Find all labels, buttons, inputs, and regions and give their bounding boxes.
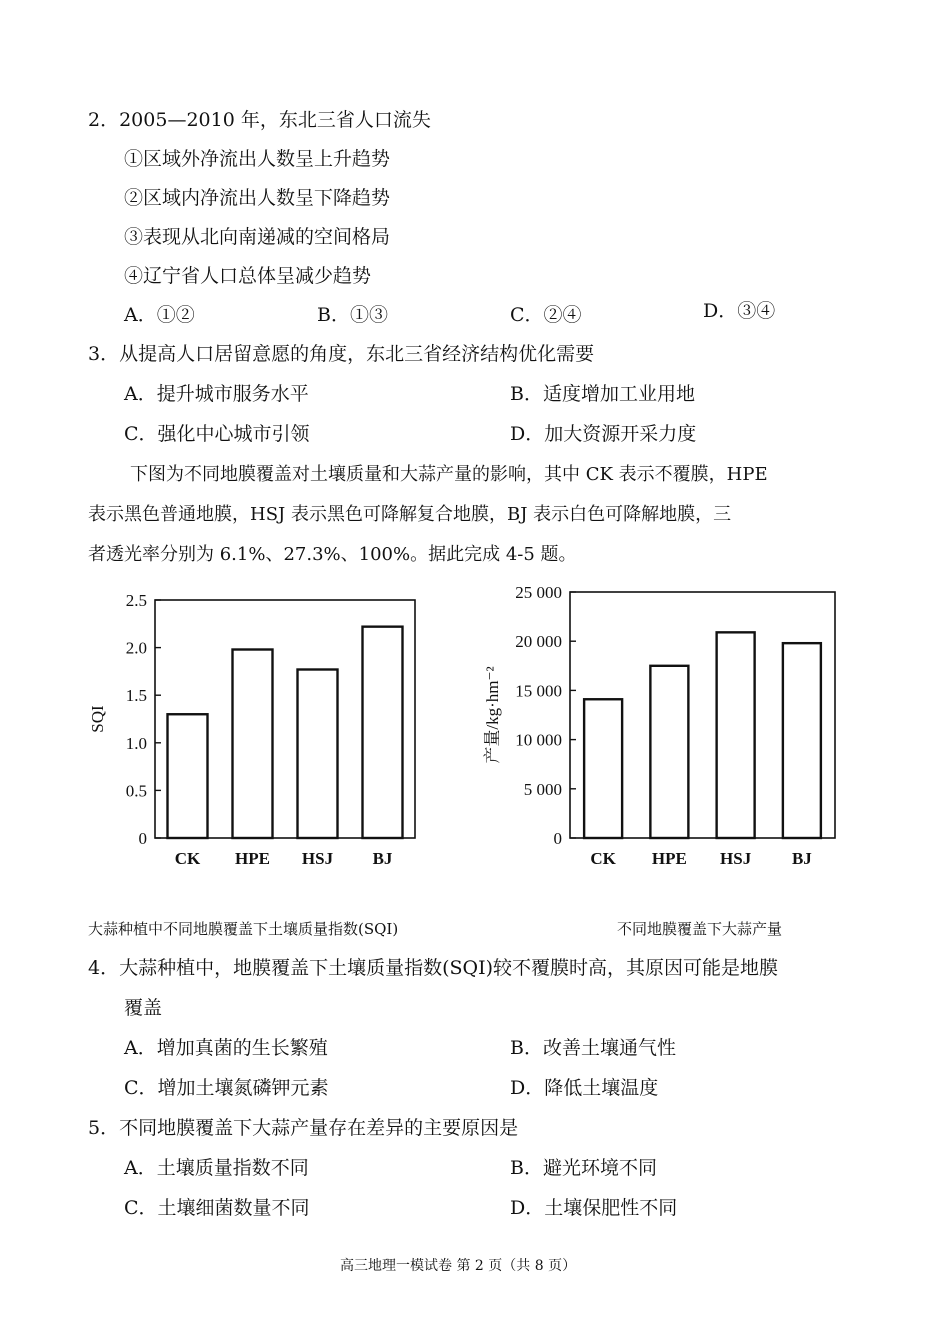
q2-item-4: ④辽宁省人口总体呈减少趋势 — [124, 265, 372, 287]
q5-option-d[interactable]: D．土壤保肥性不同 — [510, 1197, 678, 1219]
page-footer: 高三地理一模试卷 第 2 页（共 8 页） — [340, 1258, 577, 1274]
q5-option-b[interactable]: B．避光环境不同 — [510, 1157, 657, 1179]
x-tick-label: HPE — [235, 849, 270, 868]
sqi-bar-chart — [70, 580, 430, 880]
x-tick-label: CK — [590, 849, 616, 868]
yield-bar-chart — [470, 580, 870, 880]
q2-option-b[interactable]: B．①③ — [317, 304, 388, 326]
y-tick-label: 10 000 — [515, 730, 562, 750]
q2-stem: 2．2005—2010 年，东北三省人口流失 — [88, 109, 431, 131]
x-tick-label: HSJ — [301, 849, 334, 868]
intro-line-1: 下图为不同地膜覆盖对土壤质量和大蒜产量的影响，其中 CK 表示不覆膜，HPE — [130, 464, 768, 485]
q4-option-a[interactable]: A．增加真菌的生长繁殖 — [124, 1037, 328, 1059]
y-tick-label: 25 000 — [515, 583, 562, 602]
y-tick-label: 0.5 — [125, 781, 147, 801]
y-tick-label: 20 000 — [515, 632, 562, 652]
q2-item-2: ②区域内净流出人数呈下降趋势 — [124, 187, 391, 209]
bar-bj — [783, 643, 821, 838]
bar-hsj — [717, 632, 755, 838]
x-tick-label: BJ — [791, 849, 812, 868]
chart-yield-caption: 不同地膜覆盖下大蒜产量 — [617, 920, 783, 938]
intro-line-2: 表示黑色普通地膜，HSJ 表示黑色可降解复合地膜，BJ 表示白色可降解地膜，三 — [88, 504, 732, 525]
x-tick-label: CK — [174, 849, 201, 868]
q2-option-d[interactable]: D．③④ — [703, 300, 776, 322]
y-tick-label: 5 000 — [523, 779, 562, 799]
q3-option-c[interactable]: C．强化中心城市引领 — [124, 423, 310, 445]
q3-option-d[interactable]: D．加大资源开采力度 — [510, 423, 697, 445]
bar-hpe — [233, 650, 273, 838]
q2-option-c[interactable]: C．②④ — [510, 304, 582, 326]
y-axis-label: 产量/kg·hm⁻² — [483, 666, 502, 764]
x-tick-label: HSJ — [720, 849, 752, 868]
q4-stem-line-2: 覆盖 — [124, 997, 163, 1019]
q5-option-a[interactable]: A．土壤质量指数不同 — [124, 1157, 309, 1179]
q3-option-b[interactable]: B．适度增加工业用地 — [510, 383, 695, 405]
y-tick-label: 1.5 — [125, 686, 147, 706]
bar-hpe — [650, 666, 688, 838]
y-tick-label: 15 000 — [515, 681, 562, 701]
bar-ck — [168, 714, 208, 838]
q5-option-c[interactable]: C．土壤细菌数量不同 — [124, 1197, 310, 1219]
y-tick-label: 2.0 — [125, 638, 147, 658]
bar-bj — [363, 627, 403, 838]
y-axis-label: SQI — [88, 705, 107, 733]
intro-line-3: 者透光率分别为 6.1%、27.3%、100%。据此完成 4-5 题。 — [88, 544, 577, 565]
y-tick-label: 2.5 — [125, 591, 147, 610]
q2-item-3: ③表现从北向南递减的空间格局 — [124, 226, 391, 248]
bar-ck — [584, 699, 622, 838]
q3-option-a[interactable]: A．提升城市服务水平 — [124, 383, 309, 405]
q4-option-c[interactable]: C．增加土壤氮磷钾元素 — [124, 1077, 329, 1099]
q4-stem-line-1: 4．大蒜种植中，地膜覆盖下土壤质量指数(SQI)较不覆膜时高，其原因可能是地膜 — [88, 957, 779, 979]
y-tick-label: 0 — [138, 829, 147, 848]
y-tick-label: 1.0 — [125, 733, 147, 753]
x-tick-label: BJ — [372, 849, 393, 868]
chart-sqi-caption: 大蒜种植中不同地膜覆盖下土壤质量指数(SQI) — [88, 920, 399, 938]
x-tick-label: HPE — [651, 849, 687, 868]
q4-option-b[interactable]: B．改善土壤通气性 — [510, 1037, 676, 1059]
q2-option-a[interactable]: A．①② — [124, 304, 195, 326]
q5-stem: 5．不同地膜覆盖下大蒜产量存在差异的主要原因是 — [88, 1117, 519, 1139]
q4-option-d[interactable]: D．降低土壤温度 — [510, 1077, 659, 1099]
bar-hsj — [298, 669, 338, 838]
q3-stem: 3．从提高人口居留意愿的角度，东北三省经济结构优化需要 — [88, 343, 595, 365]
q2-item-1: ①区域外净流出人数呈上升趋势 — [124, 148, 391, 170]
y-tick-label: 0 — [553, 829, 562, 848]
